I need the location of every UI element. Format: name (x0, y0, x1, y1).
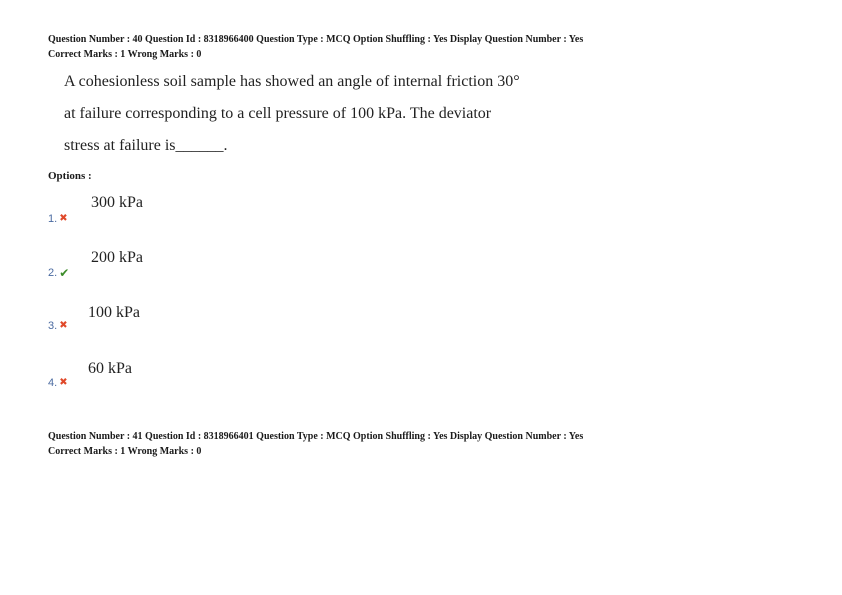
question-stem-line-3: stress at failure is______. (64, 137, 228, 154)
option-3-text: 100 kPa (88, 304, 140, 321)
cross-icon: ✖ (59, 213, 68, 224)
option-1-number: 1. (48, 213, 58, 225)
cross-icon: ✖ (59, 377, 68, 388)
option-2-text: 200 kPa (91, 249, 143, 266)
question-stem-line-2: at failure corresponding to a cell pressure of 100 kPa. The deviator (64, 105, 492, 122)
option-3-number: 3. (48, 320, 58, 332)
option-4-text: 60 kPa (88, 360, 132, 377)
option-1-marker (48, 213, 68, 225)
option-4-number: 4. (48, 377, 58, 389)
question-marks-line: Correct Marks : 1 Wrong Marks : 0 (48, 49, 202, 60)
option-4-marker (48, 377, 68, 389)
question-40-meta (48, 32, 583, 62)
question-meta-line: Question Number : 41 Question Id : 8318966401 Question Type : MCQ Option Shuffling : Yes Display Question Number : Yes (48, 431, 584, 442)
check-icon: ✔ (59, 266, 70, 280)
options-label: Options : (48, 170, 92, 182)
option-2-marker (48, 267, 69, 279)
question-41-meta (48, 429, 583, 459)
question-meta-line: Question Number : 40 Question Id : 8318966400 Question Type : MCQ Option Shuffling : Yes Display Question Number : Yes (48, 34, 584, 45)
option-3-marker (48, 320, 68, 332)
question-stem-line-1: A cohesionless soil sample has showed an angle of internal friction 30° (64, 73, 520, 90)
option-1-text: 300 kPa (91, 194, 143, 211)
option-2-number: 2. (48, 267, 58, 279)
cross-icon: ✖ (59, 320, 68, 331)
question-marks-line: Correct Marks : 1 Wrong Marks : 0 (48, 446, 202, 457)
